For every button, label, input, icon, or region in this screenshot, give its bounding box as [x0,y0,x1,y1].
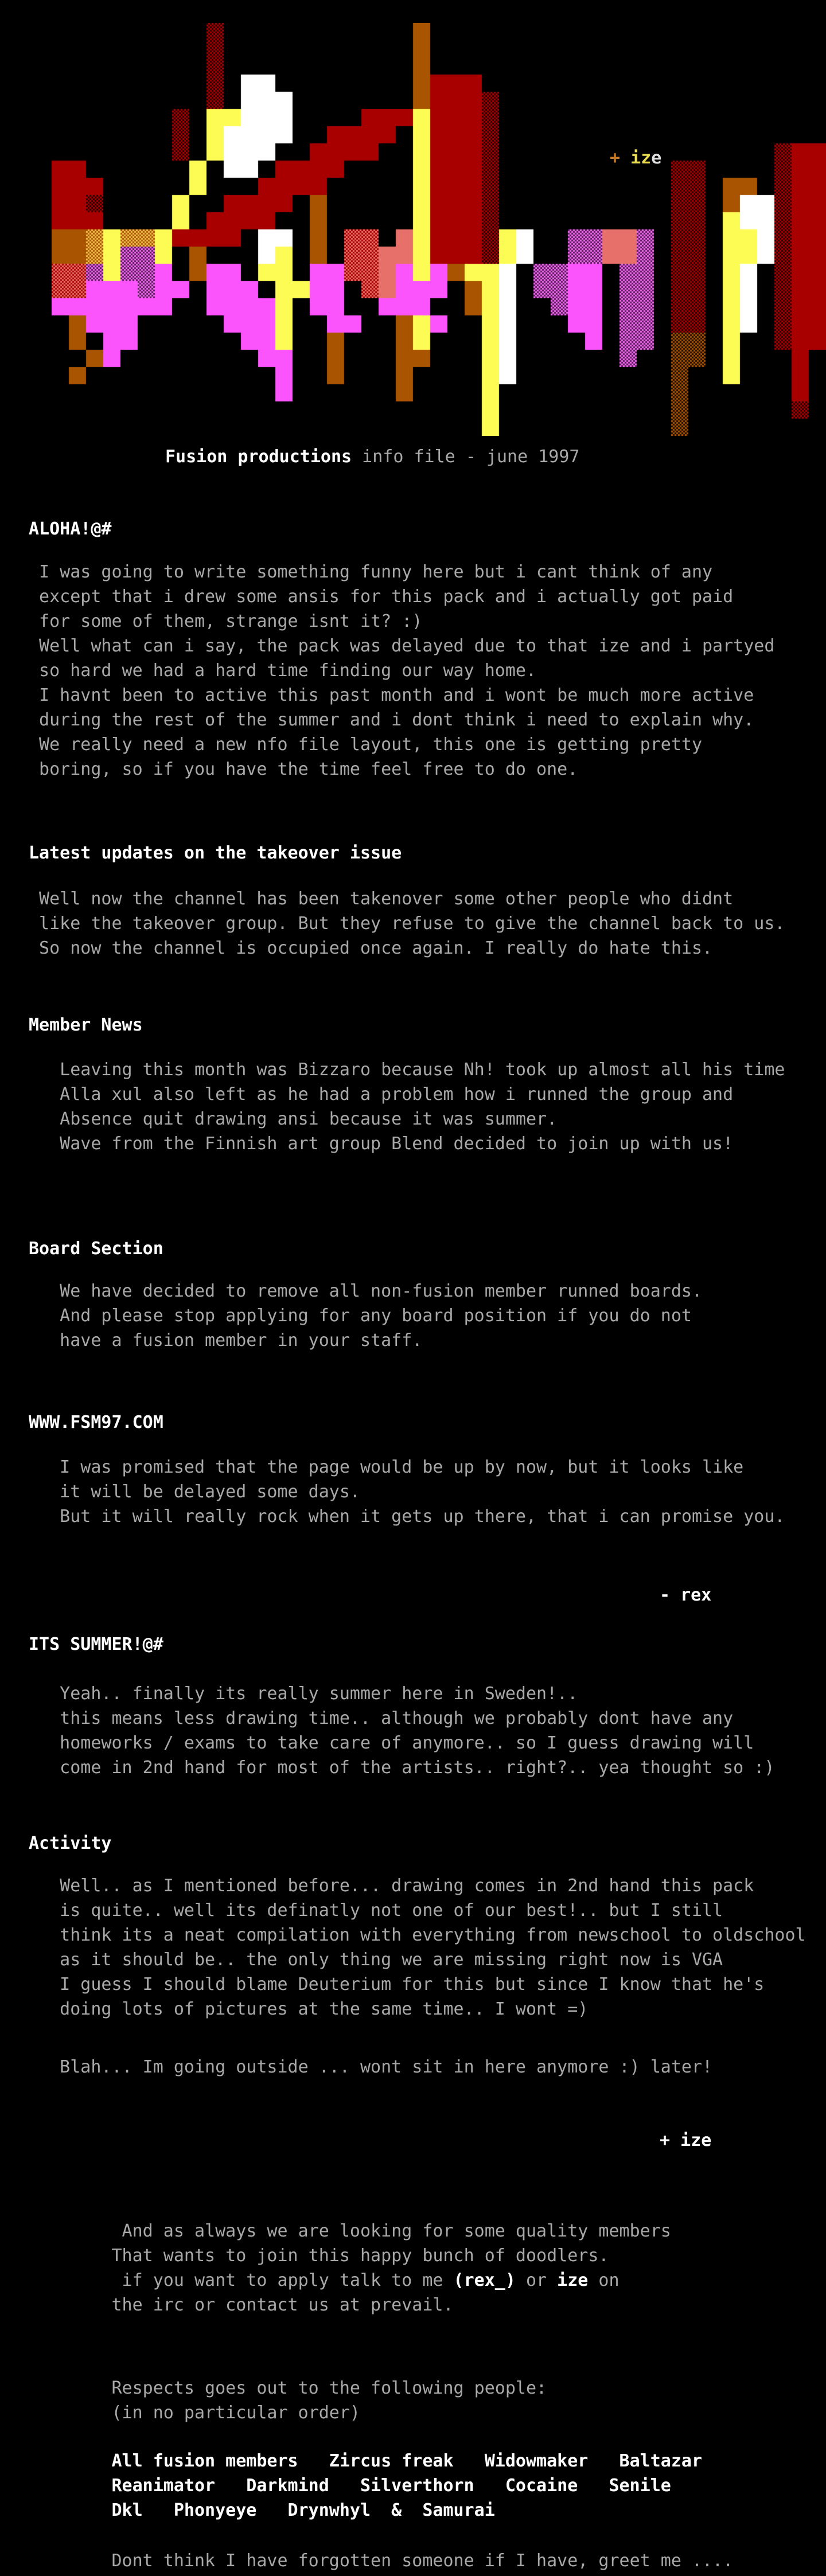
text-segment: (rex_) [453,2270,516,2290]
text-line [29,911,785,936]
text-segment: if you want to apply talk to me [29,2270,454,2290]
logo-signature-text: e [651,148,662,168]
text-line [29,2498,702,2523]
text-segment: doing lots of pictures at the same time.. I wont =) [29,1999,589,2019]
text-segment: Respects goes out to the following people: [29,2378,547,2398]
text-segment: Member News [29,1015,143,1035]
text-line [29,560,774,584]
text-line [29,1706,774,1731]
text-line [29,936,785,961]
para-takeover [29,887,785,961]
text-segment: Fusion productions [165,447,352,467]
title-line [165,444,579,469]
text-segment: Reanimator Darkmind Silverthorn Cocaine Senile [29,2476,671,2496]
para-board-section [29,1279,702,1353]
text-line [29,1303,702,1328]
text-segment: homeworks / exams to take care of anymore.. so I guess drawing will [29,1733,754,1753]
text-line [29,2219,671,2243]
text-line [29,2473,702,2498]
text-line [29,634,774,658]
logo-signature-text: + [610,148,621,168]
text-segment: the irc or contact us at prevail. [29,2295,454,2315]
text-line [29,609,774,634]
text-segment: Dont think I have forgotten someone if I have, greet me .... [29,2551,734,2571]
text-line [29,1874,806,1898]
text-segment: except that i drew some ansis for this pack and i actually got paid [29,587,734,607]
text-segment: ize [557,2270,589,2290]
text-line [29,1898,806,1923]
text-segment: I havnt been to active this past month and i wont be much more active [29,685,754,705]
para-greets [29,2449,702,2523]
logo-signature-ize [610,148,661,168]
text-segment: think its a neat compilation with everything from newschool to oldschool [29,1925,806,1945]
text-segment: Well what can i say, the pack was delayed due to that ize and i partyed [29,636,775,656]
text-line [29,2268,671,2293]
para-website [29,1455,785,1529]
text-segment: or [515,2270,558,2290]
heading-website [29,1410,163,1435]
para-footer [29,2548,733,2573]
text-segment: this means less drawing time.. although we probably dont have any [29,1708,734,1728]
para-respects [29,2376,547,2425]
text-segment: WWW.FSM97.COM [29,1412,163,1433]
text-line [29,2548,733,2573]
text-line [29,1013,143,1037]
text-line [29,1731,774,1755]
text-line [29,757,774,782]
text-segment: That wants to join this happy bunch of doodlers. [29,2246,609,2266]
text-segment: Yeah.. finally its really summer here in Sweden!.. [29,1684,578,1704]
text-segment: so hard we had a hard time finding our way home. [29,661,537,681]
text-segment: during the rest of the summer and i dont think i need to explain why. [29,710,754,730]
text-line [29,1480,785,1504]
text-line [29,1236,163,1261]
para-blah [29,2055,712,2079]
text-line [29,1504,785,1529]
text-segment: We really need a new nfo file layout, this one is getting pretty [29,735,702,755]
logo-signature-text: iz [620,148,652,168]
para-aloha [29,560,774,782]
text-line [29,1410,163,1435]
text-segment: like the takeover group. But they refuse to give the channel back to us. [29,914,785,934]
heading-aloha [29,517,112,541]
text-segment: Latest updates on the takeover issue [29,843,402,863]
heading-member-news [29,1013,143,1037]
text-segment: We have decided to remove all non-fusion member runned boards. [29,1281,702,1301]
text-segment: Well now the channel has been takenover some other people who didnt [29,889,734,909]
text-segment: Dkl Phonyeye Drynwhyl & Samurai [29,2500,495,2520]
text-line [29,683,774,708]
text-segment: info file - june 1997 [352,447,580,467]
text-line [29,1681,774,1706]
signature-ize [660,2128,711,2153]
text-line [29,2243,671,2268]
text-line [29,2293,671,2317]
text-line [29,2449,702,2473]
text-segment: ITS SUMMER!@# [29,1634,163,1654]
ansi-flame-logo [52,23,826,436]
text-segment: And as always we are looking for some quality members [29,2221,671,2241]
para-member-news [29,1057,785,1156]
text-segment: But it will really rock when it gets up there, that i can promise you. [29,1506,785,1527]
text-line [29,658,774,683]
text-segment: (in no particular order) [29,2403,360,2423]
text-line [29,517,112,541]
text-segment: + ize [660,2130,712,2150]
text-line [165,444,579,469]
text-line [29,1057,785,1082]
heading-board-section [29,1236,163,1261]
text-line [29,887,785,911]
heading-takeover [29,841,402,865]
text-line [29,1131,785,1156]
text-segment: Activity [29,1833,112,1853]
text-segment: - rex [660,1585,712,1605]
heading-summer [29,1632,163,1657]
text-line [29,2401,547,2425]
text-segment: is quite.. well its definatly not one of our best!.. but I still [29,1900,723,1921]
text-segment: Blah... Im going outside ... wont sit in here anymore :) later! [29,2057,713,2077]
text-segment: Leaving this month was Bizzaro because Nh! took up almost all his time [29,1060,785,1080]
text-segment: All fusion members Zircus freak Widowmaker Baltazar [29,2451,702,2471]
text-segment: Well.. as I mentioned before... drawing comes in 2nd hand this pack [29,1876,754,1896]
text-line [29,708,774,732]
text-segment: So now the channel is occupied once again. I really do hate this. [29,938,713,958]
text-line [29,1455,785,1480]
para-activity [29,1874,806,2021]
text-line [29,1972,806,1997]
text-line [29,584,774,609]
text-segment: on [588,2270,620,2290]
text-line [660,2128,711,2153]
text-line [29,1632,163,1657]
text-segment: I was going to write something funny here but i cant think of any [29,562,713,582]
text-line [29,2376,547,2401]
text-line [29,1279,702,1303]
text-segment: for some of them, strange isnt it? :) [29,611,423,631]
text-line [29,1082,785,1107]
text-segment: boring, so if you have the time feel free to do one. [29,759,578,779]
text-line [29,1328,702,1353]
text-segment: it will be delayed some days. [29,1482,360,1502]
text-line [29,732,774,757]
text-segment: And please stop applying for any board position if you do not [29,1306,692,1326]
text-line [29,1107,785,1131]
text-segment: Absence quit drawing ansi because it was summer. [29,1109,558,1129]
text-line [660,1583,711,1607]
text-segment: Alla xul also left as he had a problem how i runned the group and [29,1084,734,1104]
text-line [29,1947,806,1972]
para-summer [29,1681,774,1780]
text-segment: come in 2nd hand for most of the artists.. right?.. yea thought so :) [29,1758,775,1778]
text-segment: I was promised that the page would be up by now, but it looks like [29,1457,744,1477]
text-line [29,1831,112,1856]
para-recruiting [29,2219,671,2317]
text-segment: have a fusion member in your staff. [29,1330,423,1351]
text-segment: I guess I should blame Deuterium for this but since I know that he's [29,1974,765,1995]
text-line [29,1923,806,1947]
text-segment: Board Section [29,1239,163,1259]
text-line [29,841,402,865]
heading-activity [29,1831,112,1856]
signature-rex [660,1583,711,1607]
text-line [29,1755,774,1780]
text-segment: as it should be.. the only thing we are missing right now is VGA [29,1950,723,1970]
text-segment: Wave from the Finnish art group Blend decided to join up with us! [29,1134,734,1154]
text-line [29,2055,712,2079]
text-line [29,1997,806,2021]
text-segment: ALOHA!@# [29,519,112,539]
